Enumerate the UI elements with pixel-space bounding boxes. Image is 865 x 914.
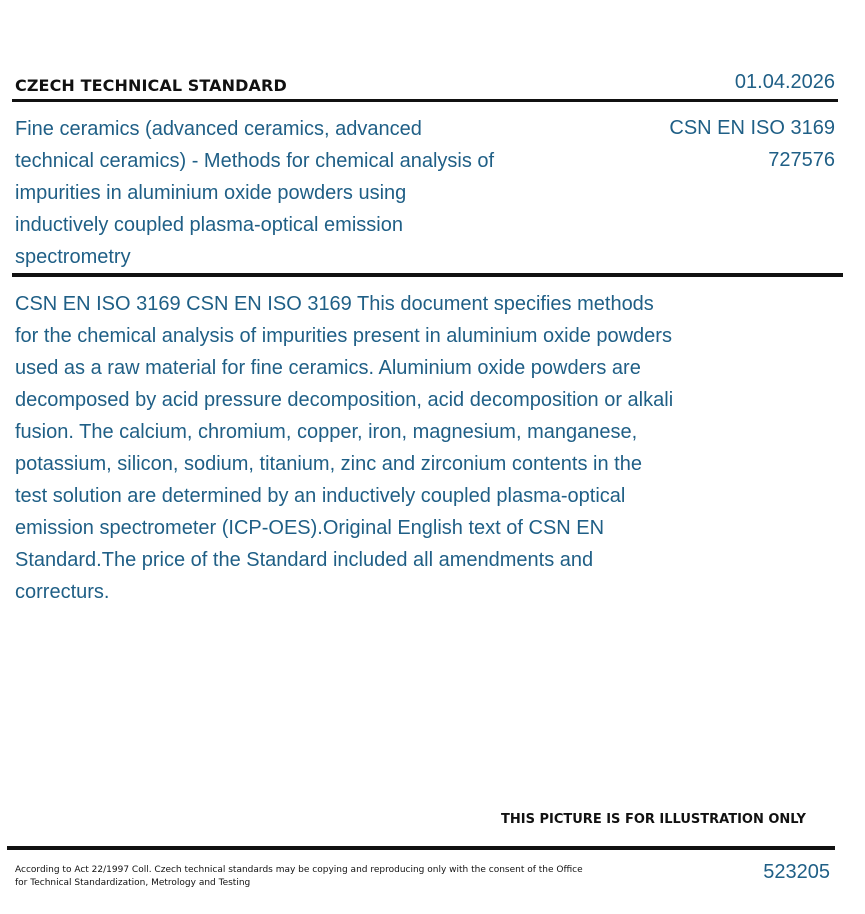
footer-divider <box>7 846 835 850</box>
title-divider <box>12 273 843 277</box>
catalog-number: 523205 <box>763 861 830 883</box>
standard-description: CSN EN ISO 3169 CSN EN ISO 3169 This document specifies methods for the chemical analysis of impurities present in aluminium oxide powders used as a raw material for fine ceramics. Aluminium oxide powders are decomposed by acid pressure decomposition, acid decomposition or alkali fusion. The calcium, chromium, copper, iron, magnesium, manganese, potassium, silicon, sodium, titanium, zinc and zirconium contents in the test solution are determined by an inductively coupled plasma-optical emission spectrometer (ICP-OES).Original English text of CSN EN Standard.The price of the Standard included all amendments and correcturs. <box>15 293 674 603</box>
standard-number: CSN EN ISO 3169 <box>669 117 835 139</box>
legal-notice: According to Act 22/1997 Coll. Czech technical standards may be copying and reproducing only with the consent of the Office for Technical Standardization, Metrology and Testing <box>15 865 583 888</box>
standard-code: 727576 <box>768 149 835 171</box>
document-type-title: CZECH TECHNICAL STANDARD <box>15 76 287 95</box>
standard-title: Fine ceramics (advanced ceramics, advanced technical ceramics) - Methods for chemical analysis of impurities in aluminium oxide powders using inductively coupled plasma-optical emission spectrometry <box>15 118 495 268</box>
header-divider <box>12 99 838 102</box>
issue-date: 01.04.2026 <box>734 71 835 93</box>
illustration-note: THIS PICTURE IS FOR ILLUSTRATION ONLY <box>501 812 806 827</box>
